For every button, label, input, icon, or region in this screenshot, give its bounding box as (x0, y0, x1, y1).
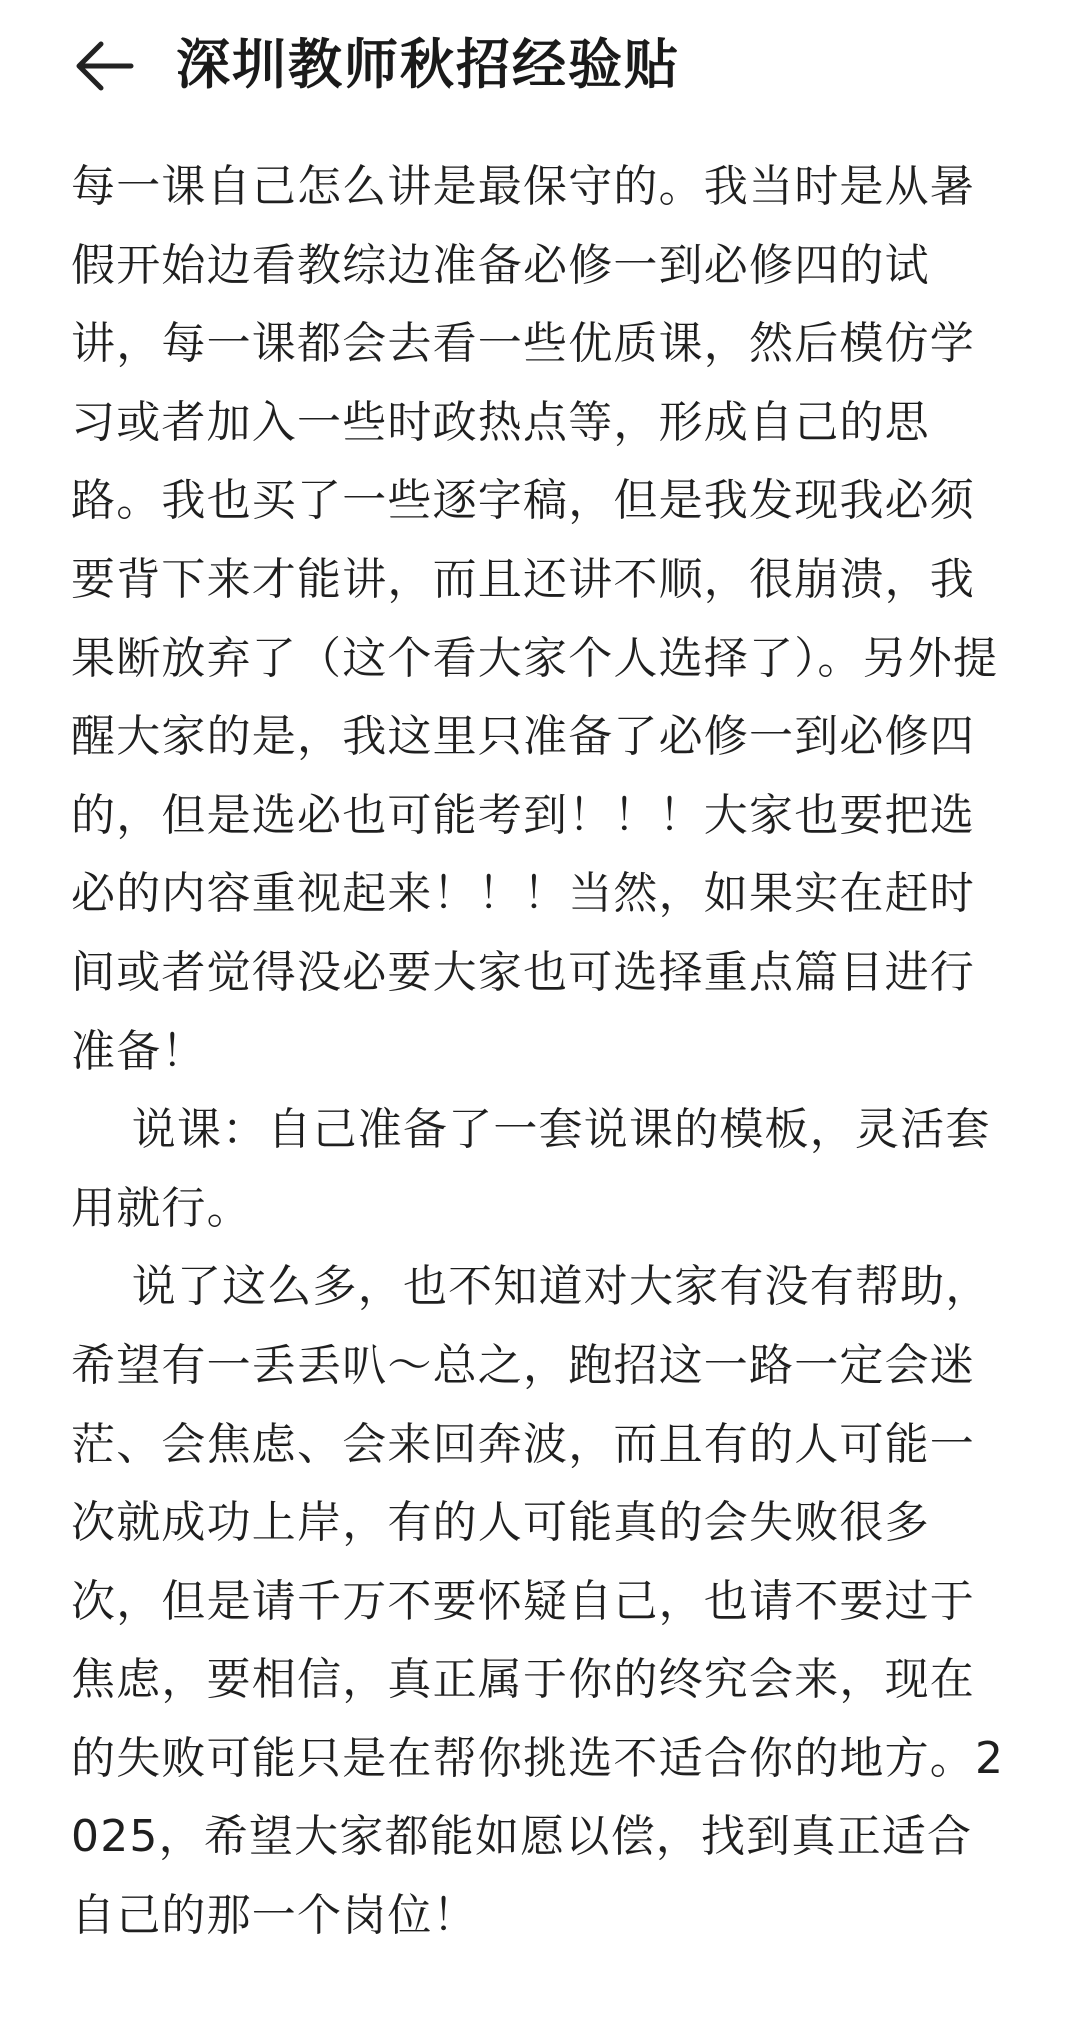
article-paragraph: 说了这么多，也不知道对大家有没有帮助，希望有一丢丢叭～总之，跑招这一路一定会迷茫、会焦虑、会来回奔波，而且有的人可能一次就成功上岸，有的人可能真的会失败很多次，但是请千万不要怀疑自己，也请不要过于焦虑，要相信，真正属于你的终究会来，现在的失败可能只是在帮你挑选不适合你的地方。2025，希望大家都能如愿以偿，找到真正适合自己的那一个岗位！ (71, 1261, 1005, 1942)
arrow-left-icon (73, 40, 135, 92)
article-body (71, 148, 1011, 1956)
page-title: 深圳教师秋招经验贴 (176, 33, 680, 96)
article-paragraph: 每一课自己怎么讲是最保守的。我当时是从暑假开始边看教综边准备必修一到必修四的试讲，每一课都会去看一些优质课，然后模仿学习或者加入一些时政热点等，形成自己的思路。我也买了一些逐字稿，但是我发现我必须要背下来才能讲，而且还讲不顺，很崩溃，我果断放弃了（这个看大家个人选择了）。另外提醒大家的是，我这里只准备了必修一到必修四的，但是选必也可能考到！！！大家也要把选必的内容重视起来！！！当然，如果实在赶时间或者觉得没必要大家也可选择重点篇目进行准备！ (71, 161, 999, 1077)
back-button[interactable] (66, 28, 142, 104)
article-paragraph: 说课：自己准备了一套说课的模板，灵活套用就行。 (71, 1104, 991, 1234)
top-bar (0, 0, 1080, 130)
